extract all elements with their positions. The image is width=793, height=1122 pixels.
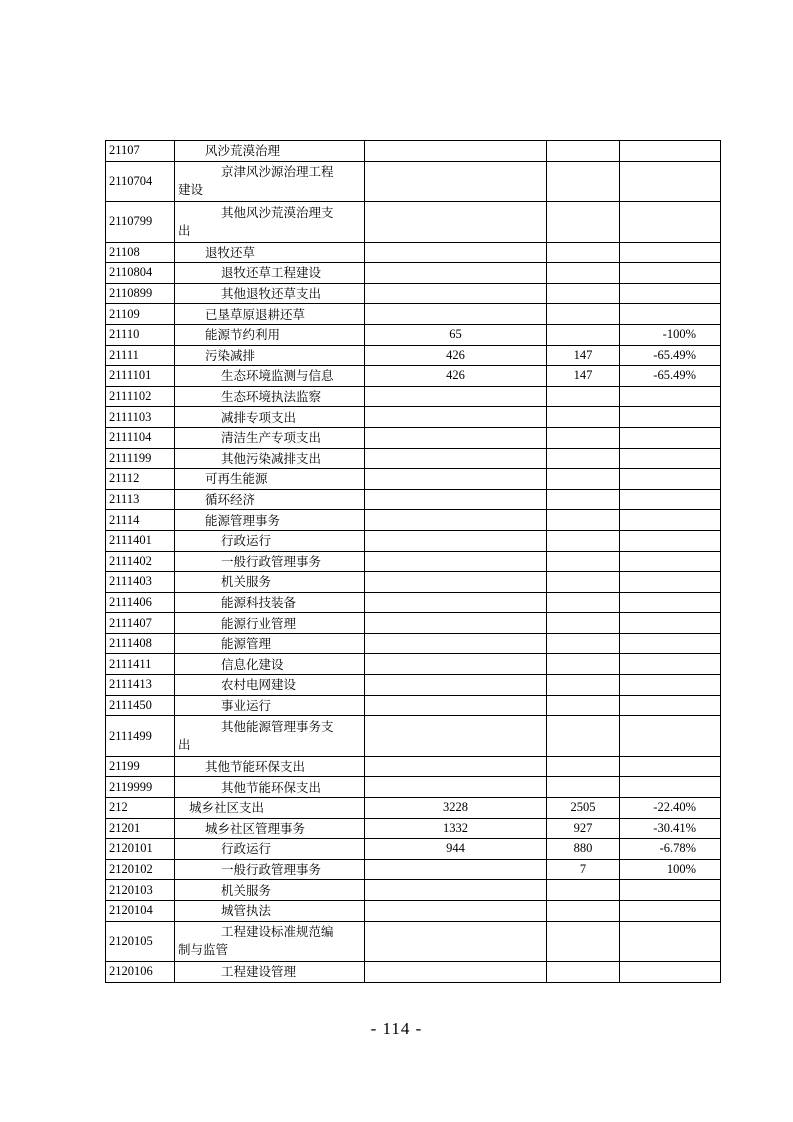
table-row [106,345,721,366]
item-code: 2111103 [106,407,175,428]
value-col-1: 426 [365,345,547,366]
change-percent [620,551,721,572]
table-row [106,304,721,325]
table-row [106,202,721,243]
item-name: 信息化建设 [175,654,365,675]
item-code: 2110799 [106,202,175,243]
item-code: 2110704 [106,161,175,202]
change-percent [620,572,721,593]
item-name: 其他污染减排支出 [175,448,365,469]
change-percent [620,283,721,304]
item-code: 2111403 [106,572,175,593]
change-percent [620,242,721,263]
value-col-1 [365,675,547,696]
item-name: 事业运行 [175,695,365,716]
table-row [106,324,721,345]
table-row [106,427,721,448]
change-percent [620,530,721,551]
change-percent: -6.78% [620,839,721,860]
table-row [106,448,721,469]
item-code: 2111499 [106,716,175,757]
item-name-line2: 建设 [178,182,204,198]
value-col-2 [547,304,620,325]
change-percent [620,448,721,469]
value-col-2 [547,263,620,284]
item-name-line1: 其他能源管理事务支 [221,719,334,734]
value-col-1 [365,880,547,901]
table-row [106,530,721,551]
item-name-line1: 京津风沙源治理工程 [221,164,334,180]
value-col-1 [365,283,547,304]
value-col-1 [365,962,547,983]
value-col-2: 147 [547,366,620,387]
item-name: 污染减排 [175,345,365,366]
table-row [106,880,721,901]
value-col-2 [547,900,620,921]
item-code: 2120103 [106,880,175,901]
table-row [106,263,721,284]
table-row [106,695,721,716]
value-col-1: 3228 [365,797,547,818]
value-col-1 [365,777,547,798]
page-number: - 114 - [370,1019,423,1038]
value-col-1 [365,756,547,777]
item-name: 行政运行 [175,530,365,551]
table-row [106,141,721,162]
value-col-2: 927 [547,818,620,839]
change-percent [620,675,721,696]
table-row [106,654,721,675]
change-percent [620,427,721,448]
item-code: 2120104 [106,900,175,921]
change-percent [620,756,721,777]
value-col-1: 426 [365,366,547,387]
budget-table [105,140,721,983]
change-percent: 100% [620,859,721,880]
item-name: 能源节约利用 [175,324,365,345]
item-name: 城乡社区支出 [175,797,365,818]
item-name [175,921,365,962]
change-percent [620,469,721,490]
value-col-2 [547,427,620,448]
table-row [106,859,721,880]
item-name: 其他节能环保支出 [175,756,365,777]
value-col-2: 2505 [547,797,620,818]
change-percent: -22.40% [620,797,721,818]
value-col-2 [547,141,620,162]
change-percent [620,304,721,325]
item-name: 农村电网建设 [175,675,365,696]
item-name-line1: 其他风沙荒漠治理支 [221,204,334,220]
item-code: 2111411 [106,654,175,675]
value-col-1 [365,202,547,243]
table-row [106,592,721,613]
item-name-line2: 制与监管 [178,942,229,958]
table-row [106,962,721,983]
item-code: 2111406 [106,592,175,613]
value-col-1 [365,386,547,407]
item-code: 2111450 [106,695,175,716]
item-name: 生态环境监测与信息 [175,366,365,387]
item-code: 21201 [106,818,175,839]
value-col-2 [547,202,620,243]
item-code: 2111408 [106,633,175,654]
value-col-2 [547,716,620,757]
change-percent [620,695,721,716]
change-percent [620,900,721,921]
table-row [106,510,721,531]
value-col-1 [365,489,547,510]
item-code: 2119999 [106,777,175,798]
item-name: 能源行业管理 [175,613,365,634]
table-row [106,366,721,387]
item-code: 2111413 [106,675,175,696]
value-col-2 [547,551,620,572]
change-percent: -30.41% [620,818,721,839]
value-col-1 [365,530,547,551]
value-col-2 [547,921,620,962]
value-col-1 [365,161,547,202]
item-code: 21107 [106,141,175,162]
change-percent [620,921,721,962]
change-percent: -65.49% [620,345,721,366]
table-row [106,756,721,777]
table-row [106,572,721,593]
value-col-1 [365,427,547,448]
table-row [106,921,721,962]
item-name: 退牧还草工程建设 [175,263,365,284]
item-code: 21108 [106,242,175,263]
value-col-2 [547,675,620,696]
change-percent [620,161,721,202]
table-row [106,839,721,860]
item-name: 可再生能源 [175,469,365,490]
table-row [106,551,721,572]
value-col-2 [547,962,620,983]
value-col-1 [365,551,547,572]
item-name: 风沙荒漠治理 [175,141,365,162]
value-col-2: 880 [547,839,620,860]
item-code: 2111104 [106,427,175,448]
value-col-2: 7 [547,859,620,880]
value-col-2 [547,613,620,634]
value-col-2 [547,572,620,593]
value-col-1 [365,654,547,675]
value-col-2 [547,633,620,654]
item-code: 2120102 [106,859,175,880]
table-row [106,797,721,818]
item-code: 2110804 [106,263,175,284]
table-row [106,633,721,654]
item-name [175,716,365,757]
item-name: 工程建设管理 [175,962,365,983]
change-percent [620,613,721,634]
value-col-1: 1332 [365,818,547,839]
item-code: 21112 [106,469,175,490]
item-code: 2111401 [106,530,175,551]
item-name: 行政运行 [175,839,365,860]
item-code: 2120106 [106,962,175,983]
item-name: 机关服务 [175,572,365,593]
value-col-1 [365,407,547,428]
item-name-line1: 工程建设标准规范编 [221,924,334,940]
item-code: 21113 [106,489,175,510]
value-col-1 [365,304,547,325]
item-code: 2111101 [106,366,175,387]
table-row [106,489,721,510]
change-percent [620,592,721,613]
budget-table-container [105,140,720,983]
change-percent [620,777,721,798]
value-col-2 [547,283,620,304]
value-col-1 [365,695,547,716]
table-row [106,613,721,634]
value-col-1 [365,242,547,263]
item-code: 2111199 [106,448,175,469]
value-col-1 [365,510,547,531]
table-row [106,386,721,407]
value-col-1 [365,633,547,654]
item-code: 21199 [106,756,175,777]
value-col-2 [547,510,620,531]
change-percent [620,880,721,901]
table-row [106,242,721,263]
value-col-2: 147 [547,345,620,366]
item-name: 其他退牧还草支出 [175,283,365,304]
item-name-line2: 出 [178,222,191,238]
item-code: 21110 [106,324,175,345]
item-name-line2: 出 [178,737,191,752]
item-name: 生态环境执法监察 [175,386,365,407]
change-percent [620,141,721,162]
item-name: 循环经济 [175,489,365,510]
change-percent [620,489,721,510]
table-row [106,407,721,428]
change-percent [620,962,721,983]
change-percent [620,263,721,284]
item-name: 一般行政管理事务 [175,551,365,572]
item-name [175,161,365,202]
item-code: 2111407 [106,613,175,634]
value-col-1 [365,263,547,284]
item-name: 其他节能环保支出 [175,777,365,798]
table-row [106,716,721,757]
item-code: 21109 [106,304,175,325]
change-percent [620,654,721,675]
value-col-1 [365,469,547,490]
value-col-2 [547,530,620,551]
item-code: 2111102 [106,386,175,407]
value-col-2 [547,592,620,613]
item-name: 城乡社区管理事务 [175,818,365,839]
value-col-2 [547,695,620,716]
value-col-1 [365,572,547,593]
change-percent [620,386,721,407]
table-row [106,818,721,839]
value-col-1 [365,592,547,613]
value-col-2 [547,448,620,469]
value-col-2 [547,777,620,798]
item-name: 减排专项支出 [175,407,365,428]
change-percent [620,202,721,243]
item-name: 一般行政管理事务 [175,859,365,880]
value-col-1 [365,613,547,634]
value-col-1 [365,900,547,921]
change-percent [620,510,721,531]
item-code: 212 [106,797,175,818]
change-percent [620,633,721,654]
item-name: 退牧还草 [175,242,365,263]
item-code: 21111 [106,345,175,366]
item-name: 能源管理事务 [175,510,365,531]
change-percent [620,716,721,757]
value-col-2 [547,654,620,675]
item-code: 2120101 [106,839,175,860]
value-col-1 [365,141,547,162]
item-name: 城管执法 [175,900,365,921]
item-name: 能源管理 [175,633,365,654]
value-col-1: 65 [365,324,547,345]
item-name: 机关服务 [175,880,365,901]
table-row [106,900,721,921]
value-col-2 [547,756,620,777]
table-row [106,283,721,304]
value-col-2 [547,407,620,428]
value-col-2 [547,324,620,345]
item-name [175,202,365,243]
value-col-2 [547,386,620,407]
value-col-2 [547,469,620,490]
value-col-2 [547,242,620,263]
change-percent: -100% [620,324,721,345]
table-row [106,469,721,490]
item-name: 能源科技装备 [175,592,365,613]
value-col-2 [547,489,620,510]
value-col-1 [365,448,547,469]
change-percent [620,407,721,428]
value-col-1 [365,859,547,880]
item-code: 21114 [106,510,175,531]
table-row [106,675,721,696]
item-code: 2110899 [106,283,175,304]
item-code: 2120105 [106,921,175,962]
value-col-2 [547,161,620,202]
value-col-1 [365,716,547,757]
item-code: 2111402 [106,551,175,572]
value-col-1: 944 [365,839,547,860]
value-col-2 [547,880,620,901]
value-col-1 [365,921,547,962]
table-row [106,161,721,202]
table-body [106,141,721,983]
item-name: 已垦草原退耕还草 [175,304,365,325]
item-name: 清洁生产专项支出 [175,427,365,448]
change-percent: -65.49% [620,366,721,387]
table-row [106,777,721,798]
